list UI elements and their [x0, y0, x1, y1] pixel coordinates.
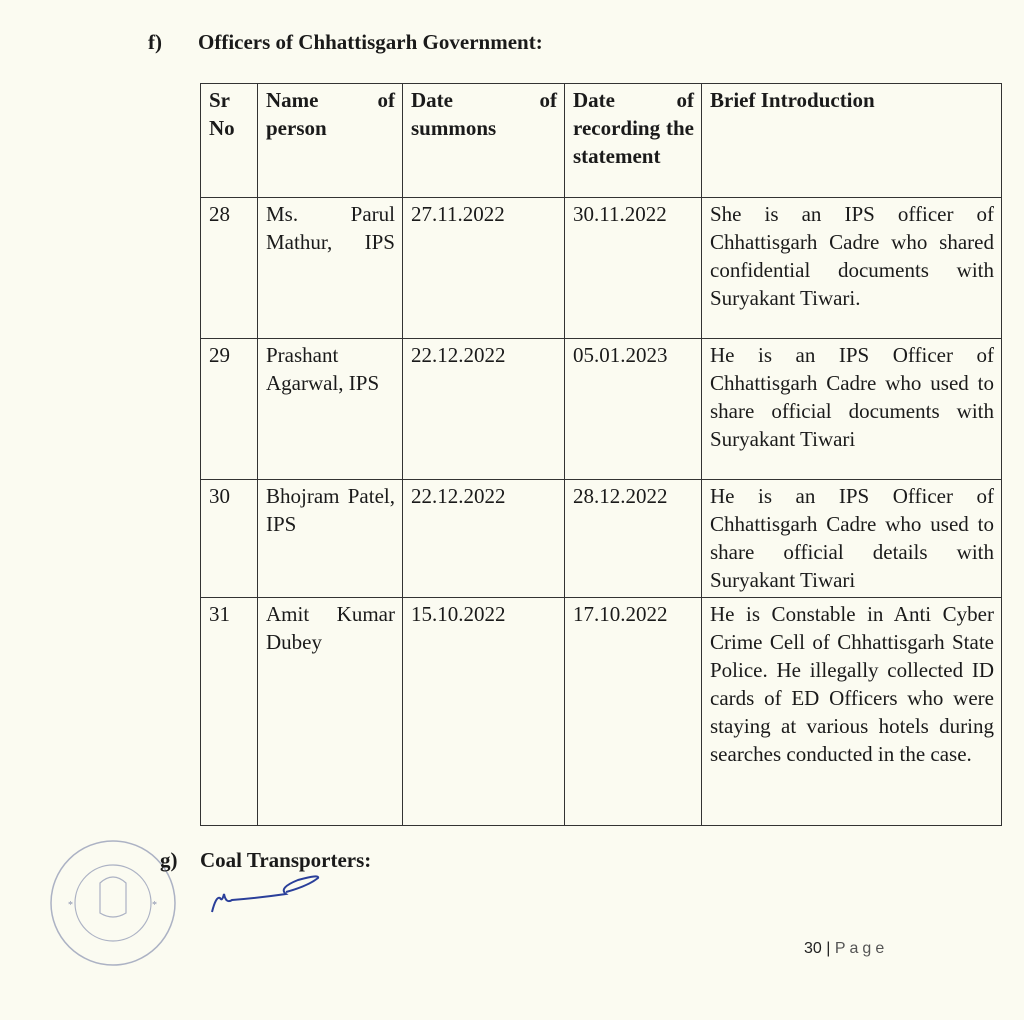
page-footer — [804, 940, 888, 958]
header-date-summons: Date of summons — [403, 84, 565, 198]
page-number: 30 — [804, 940, 822, 957]
header-date-recording: Date of recording the statement — [565, 84, 702, 198]
section-title: Coal Transporters: — [200, 848, 372, 872]
cell-intro: She is an IPS officer of Chhattisgarh Cadre who shared confidential documents with Suryakant Tiwari. — [702, 198, 1002, 339]
svg-text:*: * — [68, 900, 73, 911]
cell-intro: He is Constable in Anti Cyber Crime Cell of Chhattisgarh State Police. He illegally collected ID cards of ED Officers who were staying at various hotels during searches conducted in the case. — [702, 598, 1002, 826]
cell-sr: 30 — [201, 480, 258, 598]
cell-recording-date: 30.11.2022 — [565, 198, 702, 339]
cell-intro: He is an IPS Officer of Chhattisgarh Cadre who used to share official documents with Suryakant Tiwari — [702, 339, 1002, 480]
cell-name: Ms. Parul Mathur, IPS — [258, 198, 403, 339]
page-word: Page — [834, 940, 889, 957]
cell-name: Bhojram Patel, IPS — [258, 480, 403, 598]
official-stamp — [48, 838, 178, 968]
cell-sr: 31 — [201, 598, 258, 826]
section-title: Officers of Chhattisgarh Government: — [198, 30, 543, 54]
section-f-heading — [148, 30, 543, 55]
header-name: Name of person — [258, 84, 403, 198]
cell-summons-date: 15.10.2022 — [403, 598, 565, 826]
cell-recording-date: 05.01.2023 — [565, 339, 702, 480]
section-label: f) — [148, 30, 162, 54]
table-row — [201, 339, 1002, 480]
table-row — [201, 198, 1002, 339]
cell-intro: He is an IPS Officer of Chhattisgarh Cadre who used to share official details with Suryakant Tiwari — [702, 480, 1002, 598]
cell-summons-date: 22.12.2022 — [403, 339, 565, 480]
cell-name: Prashant Agarwal, IPS — [258, 339, 403, 480]
signature — [208, 868, 328, 918]
svg-text:*: * — [152, 900, 157, 911]
table-row — [201, 598, 1002, 826]
table-row — [201, 480, 1002, 598]
page-separator: | — [826, 940, 831, 957]
header-sr-no: Sr No — [201, 84, 258, 198]
cell-summons-date: 27.11.2022 — [403, 198, 565, 339]
cell-sr: 29 — [201, 339, 258, 480]
cell-name: Amit Kumar Dubey — [258, 598, 403, 826]
table-header-row — [201, 84, 1002, 198]
cell-summons-date: 22.12.2022 — [403, 480, 565, 598]
section-label: g) — [160, 848, 178, 872]
officers-table — [200, 83, 1002, 826]
cell-sr: 28 — [201, 198, 258, 339]
header-brief-intro: Brief Introduction — [702, 84, 1002, 198]
cell-recording-date: 28.12.2022 — [565, 480, 702, 598]
cell-recording-date: 17.10.2022 — [565, 598, 702, 826]
